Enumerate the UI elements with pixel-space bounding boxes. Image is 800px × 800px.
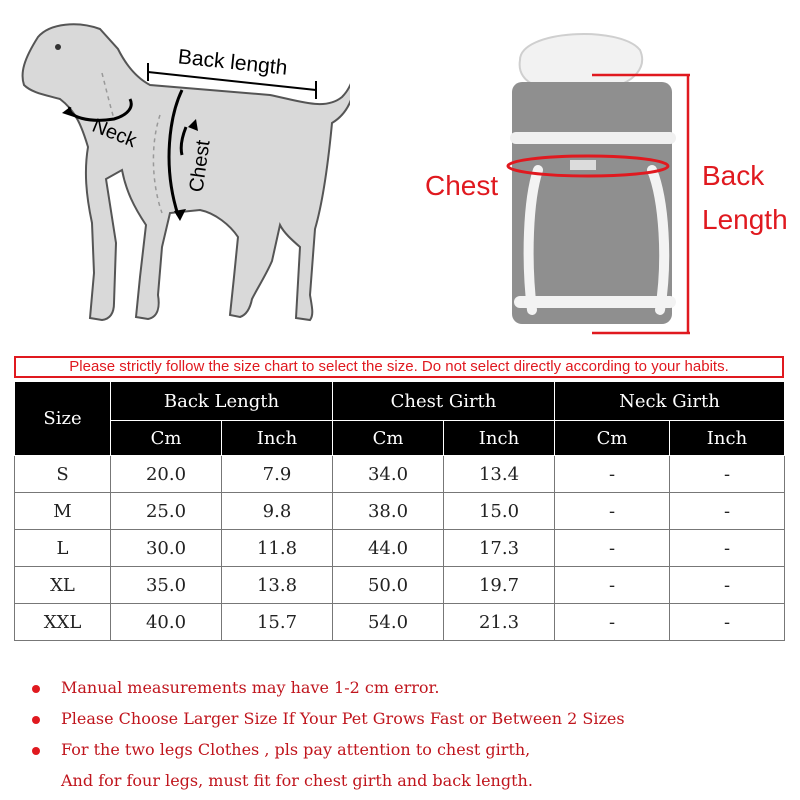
table-cell: 20.0 bbox=[111, 456, 222, 493]
header-unit: Cm bbox=[333, 421, 444, 456]
chest-arrow-head-bottom bbox=[174, 209, 186, 221]
bullet-dot-icon bbox=[32, 685, 40, 693]
table-cell: - bbox=[670, 493, 785, 530]
coat-measurement-illustration bbox=[420, 20, 795, 350]
note-text: Manual measurements may have 1-2 cm error. bbox=[61, 678, 440, 697]
table-cell: 38.0 bbox=[333, 493, 444, 530]
table-cell: - bbox=[555, 604, 670, 641]
table-cell: 25.0 bbox=[111, 493, 222, 530]
table-cell: 54.0 bbox=[333, 604, 444, 641]
header-size: Size bbox=[15, 382, 111, 456]
table-cell: 34.0 bbox=[333, 456, 444, 493]
chest-label: Chest bbox=[185, 138, 215, 194]
note-text: And for four legs, must fit for chest girth and back length. bbox=[61, 771, 533, 790]
header-unit: Cm bbox=[111, 421, 222, 456]
size-cell: XXL bbox=[15, 604, 111, 641]
table-cell: - bbox=[670, 456, 785, 493]
coat-back-label: Back bbox=[702, 160, 765, 191]
table-cell: - bbox=[555, 493, 670, 530]
table-cell: 35.0 bbox=[111, 567, 222, 604]
table-cell: 15.0 bbox=[444, 493, 555, 530]
table-cell: - bbox=[670, 530, 785, 567]
table-cell: 40.0 bbox=[111, 604, 222, 641]
table-row bbox=[15, 493, 785, 530]
bullet-dot-icon bbox=[32, 747, 40, 755]
coat-chest-label: Chest bbox=[425, 170, 499, 201]
header-neck-girth: Neck Girth bbox=[555, 382, 785, 421]
size-cell: L bbox=[15, 530, 111, 567]
back-length-label: Back length bbox=[176, 45, 289, 80]
coat-tag bbox=[570, 160, 596, 170]
bullet-dot-icon bbox=[32, 716, 40, 724]
table-row bbox=[15, 567, 785, 604]
header-chest-girth: Chest Girth bbox=[333, 382, 555, 421]
table-cell: 19.7 bbox=[444, 567, 555, 604]
header-unit: Cm bbox=[555, 421, 670, 456]
table-cell: 30.0 bbox=[111, 530, 222, 567]
table-cell: 44.0 bbox=[333, 530, 444, 567]
table-cell: 9.8 bbox=[222, 493, 333, 530]
table-cell: 11.8 bbox=[222, 530, 333, 567]
size-cell: XL bbox=[15, 567, 111, 604]
header-back-length: Back Length bbox=[111, 382, 333, 421]
table-row bbox=[15, 530, 785, 567]
table-cell: 21.3 bbox=[444, 604, 555, 641]
dog-measurement-illustration bbox=[10, 15, 350, 350]
table-header-row bbox=[15, 382, 785, 421]
table-cell: 15.7 bbox=[222, 604, 333, 641]
table-cell: 50.0 bbox=[333, 567, 444, 604]
header-unit: Inch bbox=[222, 421, 333, 456]
table-cell: 13.8 bbox=[222, 567, 333, 604]
header-unit: Inch bbox=[444, 421, 555, 456]
table-cell: 17.3 bbox=[444, 530, 555, 567]
dog-eye bbox=[55, 44, 61, 50]
neck-label: Neck bbox=[88, 114, 140, 153]
table-cell: - bbox=[555, 530, 670, 567]
table-row bbox=[15, 604, 785, 641]
note-text: Please Choose Larger Size If Your Pet Grows Fast or Between 2 Sizes bbox=[61, 709, 625, 728]
coat-collar bbox=[520, 34, 642, 86]
table-cell: - bbox=[670, 567, 785, 604]
table-cell: 13.4 bbox=[444, 456, 555, 493]
size-cell: S bbox=[15, 456, 111, 493]
table-cell: 7.9 bbox=[222, 456, 333, 493]
table-unit-row bbox=[15, 421, 785, 456]
size-chart-table bbox=[14, 381, 785, 641]
table-cell: - bbox=[555, 456, 670, 493]
table-row bbox=[15, 456, 785, 493]
size-cell: M bbox=[15, 493, 111, 530]
table-cell: - bbox=[555, 567, 670, 604]
note-text: For the two legs Clothes , pls pay attention to chest girth, bbox=[61, 740, 531, 759]
coat-length-label: Length bbox=[702, 204, 788, 235]
table-cell: - bbox=[670, 604, 785, 641]
size-notice: Please strictly follow the size chart to select the size. Do not select directly according to your habits. bbox=[14, 356, 784, 378]
header-unit: Inch bbox=[670, 421, 785, 456]
